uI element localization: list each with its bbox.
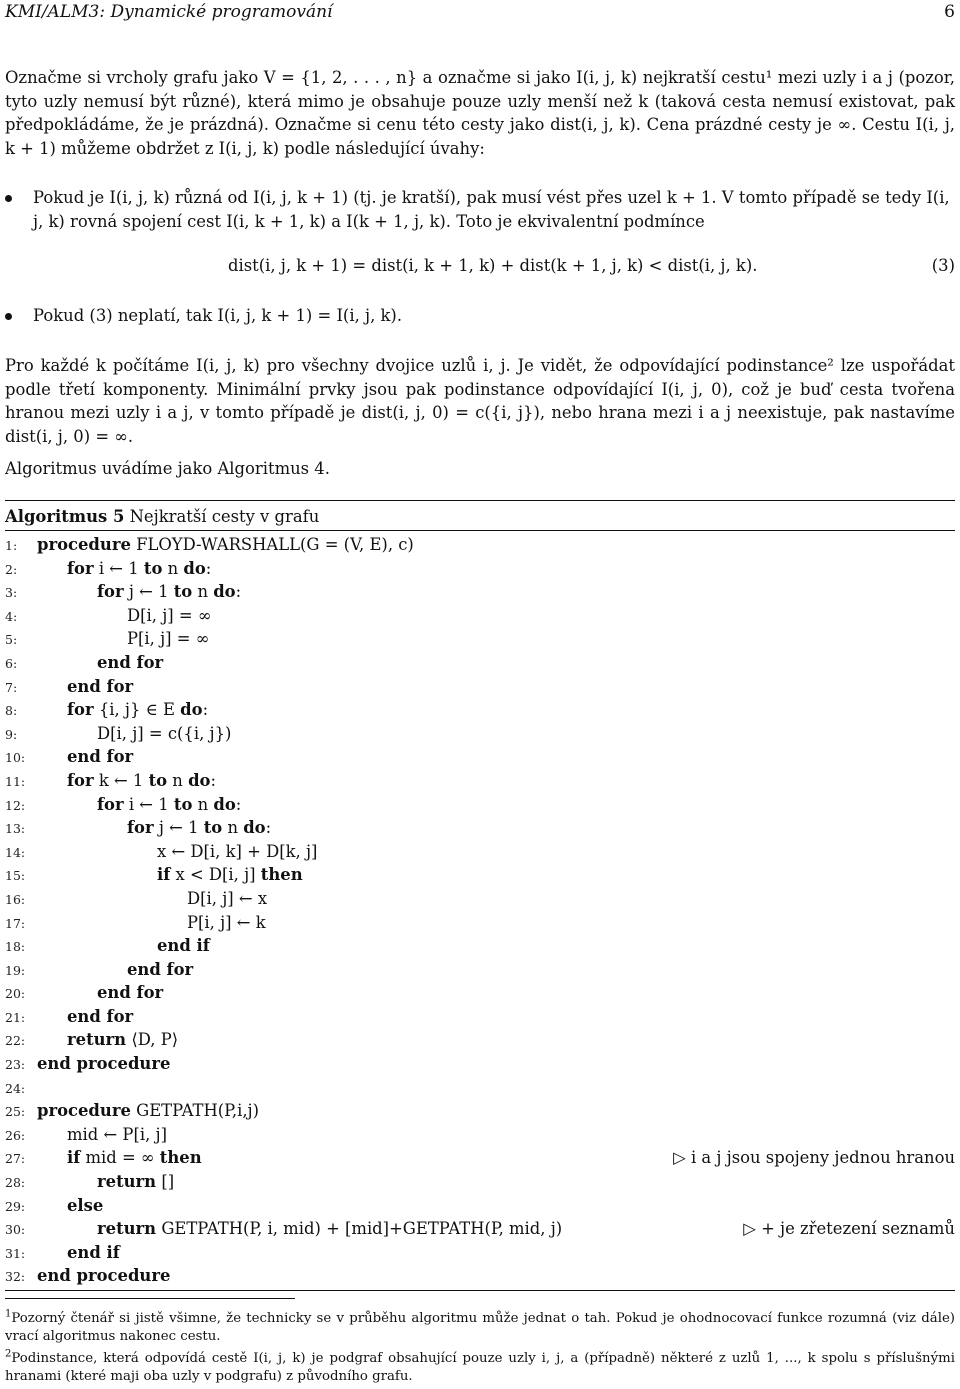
algorithm-title: Nejkratší cesty v grafu	[129, 507, 320, 526]
line-code: end for	[67, 1006, 134, 1026]
algorithm-line	[5, 816, 955, 840]
algorithm-line	[5, 675, 955, 699]
algorithm-line	[5, 1146, 955, 1170]
line-code: if mid = ∞ then	[67, 1148, 202, 1168]
algorithm-line	[5, 840, 955, 864]
algorithm-line	[5, 1076, 955, 1100]
line-code: D[i, j] = ∞	[127, 605, 212, 625]
line-code: end procedure	[37, 1266, 171, 1286]
algorithm-line	[5, 1005, 955, 1029]
line-code: for {i, j} ∈ E do:	[67, 700, 209, 720]
algorithm-line	[5, 580, 955, 604]
line-code: end for	[67, 676, 134, 696]
line-code: else	[67, 1195, 104, 1215]
line-number: 9:	[5, 726, 18, 742]
line-number: 15:	[5, 868, 26, 884]
equation-3	[228, 254, 955, 278]
line-number: 19:	[5, 962, 26, 978]
line-code: procedure GETPATH(P,i,j)	[37, 1101, 260, 1121]
algorithm-line	[5, 1170, 955, 1194]
line-number: 20:	[5, 986, 26, 1002]
algorithm-line	[5, 1217, 955, 1241]
line-code: for j ← 1 to n do:	[127, 818, 272, 838]
line-number: 16:	[5, 891, 26, 907]
intro-paragraph: Označme si vrcholy grafu jako V = {1, 2, . . . , n} a označme si jako I(i, j, k) nejkratší cestu¹ mezi uzly i a j (pozor, tyto uzly nemusí být různé), která mimo je obsahuje pouze uzly menší než k (taková cesta nemusí existovat, pak předpokládáme, že je prázdná). Označme si cenu této cesty jako dist(i, j, k). Cena prázdné cesty je ∞. Cestu I(i, j, k + 1) můžeme obdržet z I(i, j, k) podle následující úvahy:	[5, 68, 955, 158]
algorithm-top-rule	[5, 500, 955, 501]
line-number: 1:	[5, 538, 18, 553]
equation-text: dist(i, j, k + 1) = dist(i, k + 1, k) + dist(k + 1, j, k) < dist(i, j, k).	[228, 256, 758, 275]
line-number: 27:	[5, 1151, 26, 1167]
header-title: KMI/ALM3: Dynamické programování	[5, 2, 333, 22]
line-number: 12:	[5, 797, 26, 813]
line-code: if x < D[i, j] then	[157, 865, 303, 885]
line-code: P[i, j] = ∞	[127, 629, 210, 649]
line-comment: ▷ + je zřetezení seznamů	[743, 1219, 955, 1239]
bullet-text-2: Pokud (3) neplatí, tak I(i, j, k + 1) = I(i, j, k).	[33, 306, 403, 325]
algorithm-line	[5, 934, 955, 958]
line-number: 21:	[5, 1009, 26, 1025]
line-number: 18:	[5, 939, 26, 955]
line-code: end for	[97, 983, 164, 1003]
page-number: 6	[944, 2, 955, 22]
line-number: 22:	[5, 1033, 26, 1049]
body-paragraph-2: Pro každé k počítáme I(i, j, k) pro všechny dvojice uzlů i, j. Je vidět, že odpovídající podinstance² lze uspořádat podle třetí komponenty. Minimální prvky jsou pak podinstance odpovídající I(i, j, 0), což je buď cesta tvořena hranou mezi uzly i a j, v tomto případě je dist(i, j, 0) = c({i, j}), nebo hrana mezi i a j neexistuje, pak nastavíme dist(i, j, 0) = ∞.	[5, 356, 955, 446]
line-number: 23:	[5, 1057, 26, 1073]
line-number: 10:	[5, 750, 26, 766]
line-code: for j ← 1 to n do:	[97, 582, 242, 602]
algorithm-line	[5, 651, 955, 675]
bullet-dot	[5, 313, 12, 320]
algorithm-bottom-rule	[5, 1290, 955, 1291]
algorithm-mid-rule	[5, 530, 955, 531]
line-code: end for	[97, 652, 164, 672]
algorithm-line	[5, 1264, 955, 1288]
line-code: return ⟨D, P⟩	[67, 1030, 179, 1050]
line-number: 8:	[5, 703, 18, 719]
line-number: 6:	[5, 655, 18, 671]
algorithm-line	[5, 1123, 955, 1147]
bullet-item-1	[33, 186, 955, 233]
body-paragraph-3: Algoritmus uvádíme jako Algoritmus 4.	[5, 459, 330, 478]
algorithm-line	[5, 1099, 955, 1123]
algorithm-line	[5, 698, 955, 722]
line-code: for k ← 1 to n do:	[67, 770, 216, 790]
algorithm-label: Algoritmus 5	[5, 507, 125, 526]
line-code: end for	[127, 959, 194, 979]
running-header	[5, 2, 955, 24]
algorithm-line	[5, 911, 955, 935]
line-code: return GETPATH(P, i, mid) + [mid]+GETPATH(P, mid, j)	[97, 1219, 563, 1239]
line-number: 31:	[5, 1245, 26, 1261]
line-code: procedure FLOYD-WARSHALL(G = (V, E), c)	[37, 535, 414, 554]
line-number: 28:	[5, 1175, 26, 1191]
line-code: P[i, j] ← k	[187, 912, 266, 932]
footnote-1-text: Pozorný čtenář si jistě všimne, že technicky se v průběhu algoritmu může jednat o tah. Pokud je ohodnocovací funkce rozumná (viz dále) vrací algoritmus nakonec cestu.	[5, 1311, 955, 1344]
footnote-2	[5, 1350, 955, 1386]
algorithm-line	[5, 793, 955, 817]
algorithm-line	[5, 533, 955, 557]
algorithm-line	[5, 627, 955, 651]
line-number: 14:	[5, 844, 26, 860]
line-number: 13:	[5, 821, 26, 837]
line-number: 4:	[5, 608, 18, 624]
footnote-rule	[5, 1298, 295, 1299]
line-code: x ← D[i, k] + D[k, j]	[157, 841, 318, 861]
algorithm-line	[5, 1052, 955, 1076]
footnote-2-text: Podinstance, která odpovídá cestě I(i, j, k) je podgraf obsahující pouze uzly i, j, a (případně) některé z uzlů 1, ..., k spolu s příslušnými hranami (které maji oba uzly v podgrafu) z původního grafu.	[5, 1351, 955, 1384]
line-code: D[i, j] ← x	[187, 888, 268, 908]
algorithm-body	[5, 533, 955, 1288]
footnote-2-mark: 2	[5, 1348, 12, 1360]
line-number: 17:	[5, 915, 26, 931]
line-number: 7:	[5, 679, 18, 695]
algorithm-line	[5, 1241, 955, 1265]
algorithm-line	[5, 981, 955, 1005]
algorithm-line	[5, 604, 955, 628]
line-code: end procedure	[37, 1054, 171, 1074]
line-number: 2:	[5, 561, 18, 577]
algorithm-line	[5, 887, 955, 911]
bullet-item-2	[33, 304, 955, 328]
line-code: mid ← P[i, j]	[67, 1124, 167, 1144]
line-number: 11:	[5, 773, 26, 789]
line-number: 26:	[5, 1127, 26, 1143]
algorithm-line	[5, 557, 955, 581]
line-code: end if	[67, 1242, 120, 1262]
algorithm-line	[5, 1194, 955, 1218]
algorithm-line	[5, 1028, 955, 1052]
algorithm-caption	[5, 505, 319, 529]
algorithm-line	[5, 863, 955, 887]
line-number: 3:	[5, 585, 18, 601]
algorithm-line	[5, 745, 955, 769]
line-comment: ▷ i a j jsou spojeny jednou hranou	[673, 1148, 955, 1168]
line-code: end if	[157, 936, 210, 956]
line-number: 29:	[5, 1198, 26, 1214]
bullet-text-1: Pokud je I(i, j, k) různá od I(i, j, k + 1) (tj. je kratší), pak musí vést přes uzel k + 1. V tomto případě se tedy I(i, j, k) rovná spojení cest I(i, k + 1, k) a I(k + 1, j, k). Toto je ekvivalentní podmínce	[33, 188, 950, 231]
algorithm-line	[5, 958, 955, 982]
line-code: for i ← 1 to n do:	[97, 794, 242, 814]
line-code: D[i, j] = c({i, j})	[97, 723, 232, 743]
footnote-1-mark: 1	[5, 1308, 12, 1320]
line-number: 5:	[5, 632, 18, 648]
equation-number: (3)	[931, 256, 955, 275]
line-code: return []	[97, 1172, 175, 1192]
algorithm-line	[5, 769, 955, 793]
line-number: 32:	[5, 1269, 26, 1285]
algorithm-line	[5, 722, 955, 746]
line-code: for i ← 1 to n do:	[67, 558, 212, 578]
line-code: end for	[67, 747, 134, 767]
line-number: 24:	[5, 1080, 26, 1096]
bullet-dot	[5, 195, 12, 202]
footnote-1	[5, 1310, 955, 1346]
line-number: 25:	[5, 1104, 26, 1120]
line-number: 30:	[5, 1222, 26, 1238]
